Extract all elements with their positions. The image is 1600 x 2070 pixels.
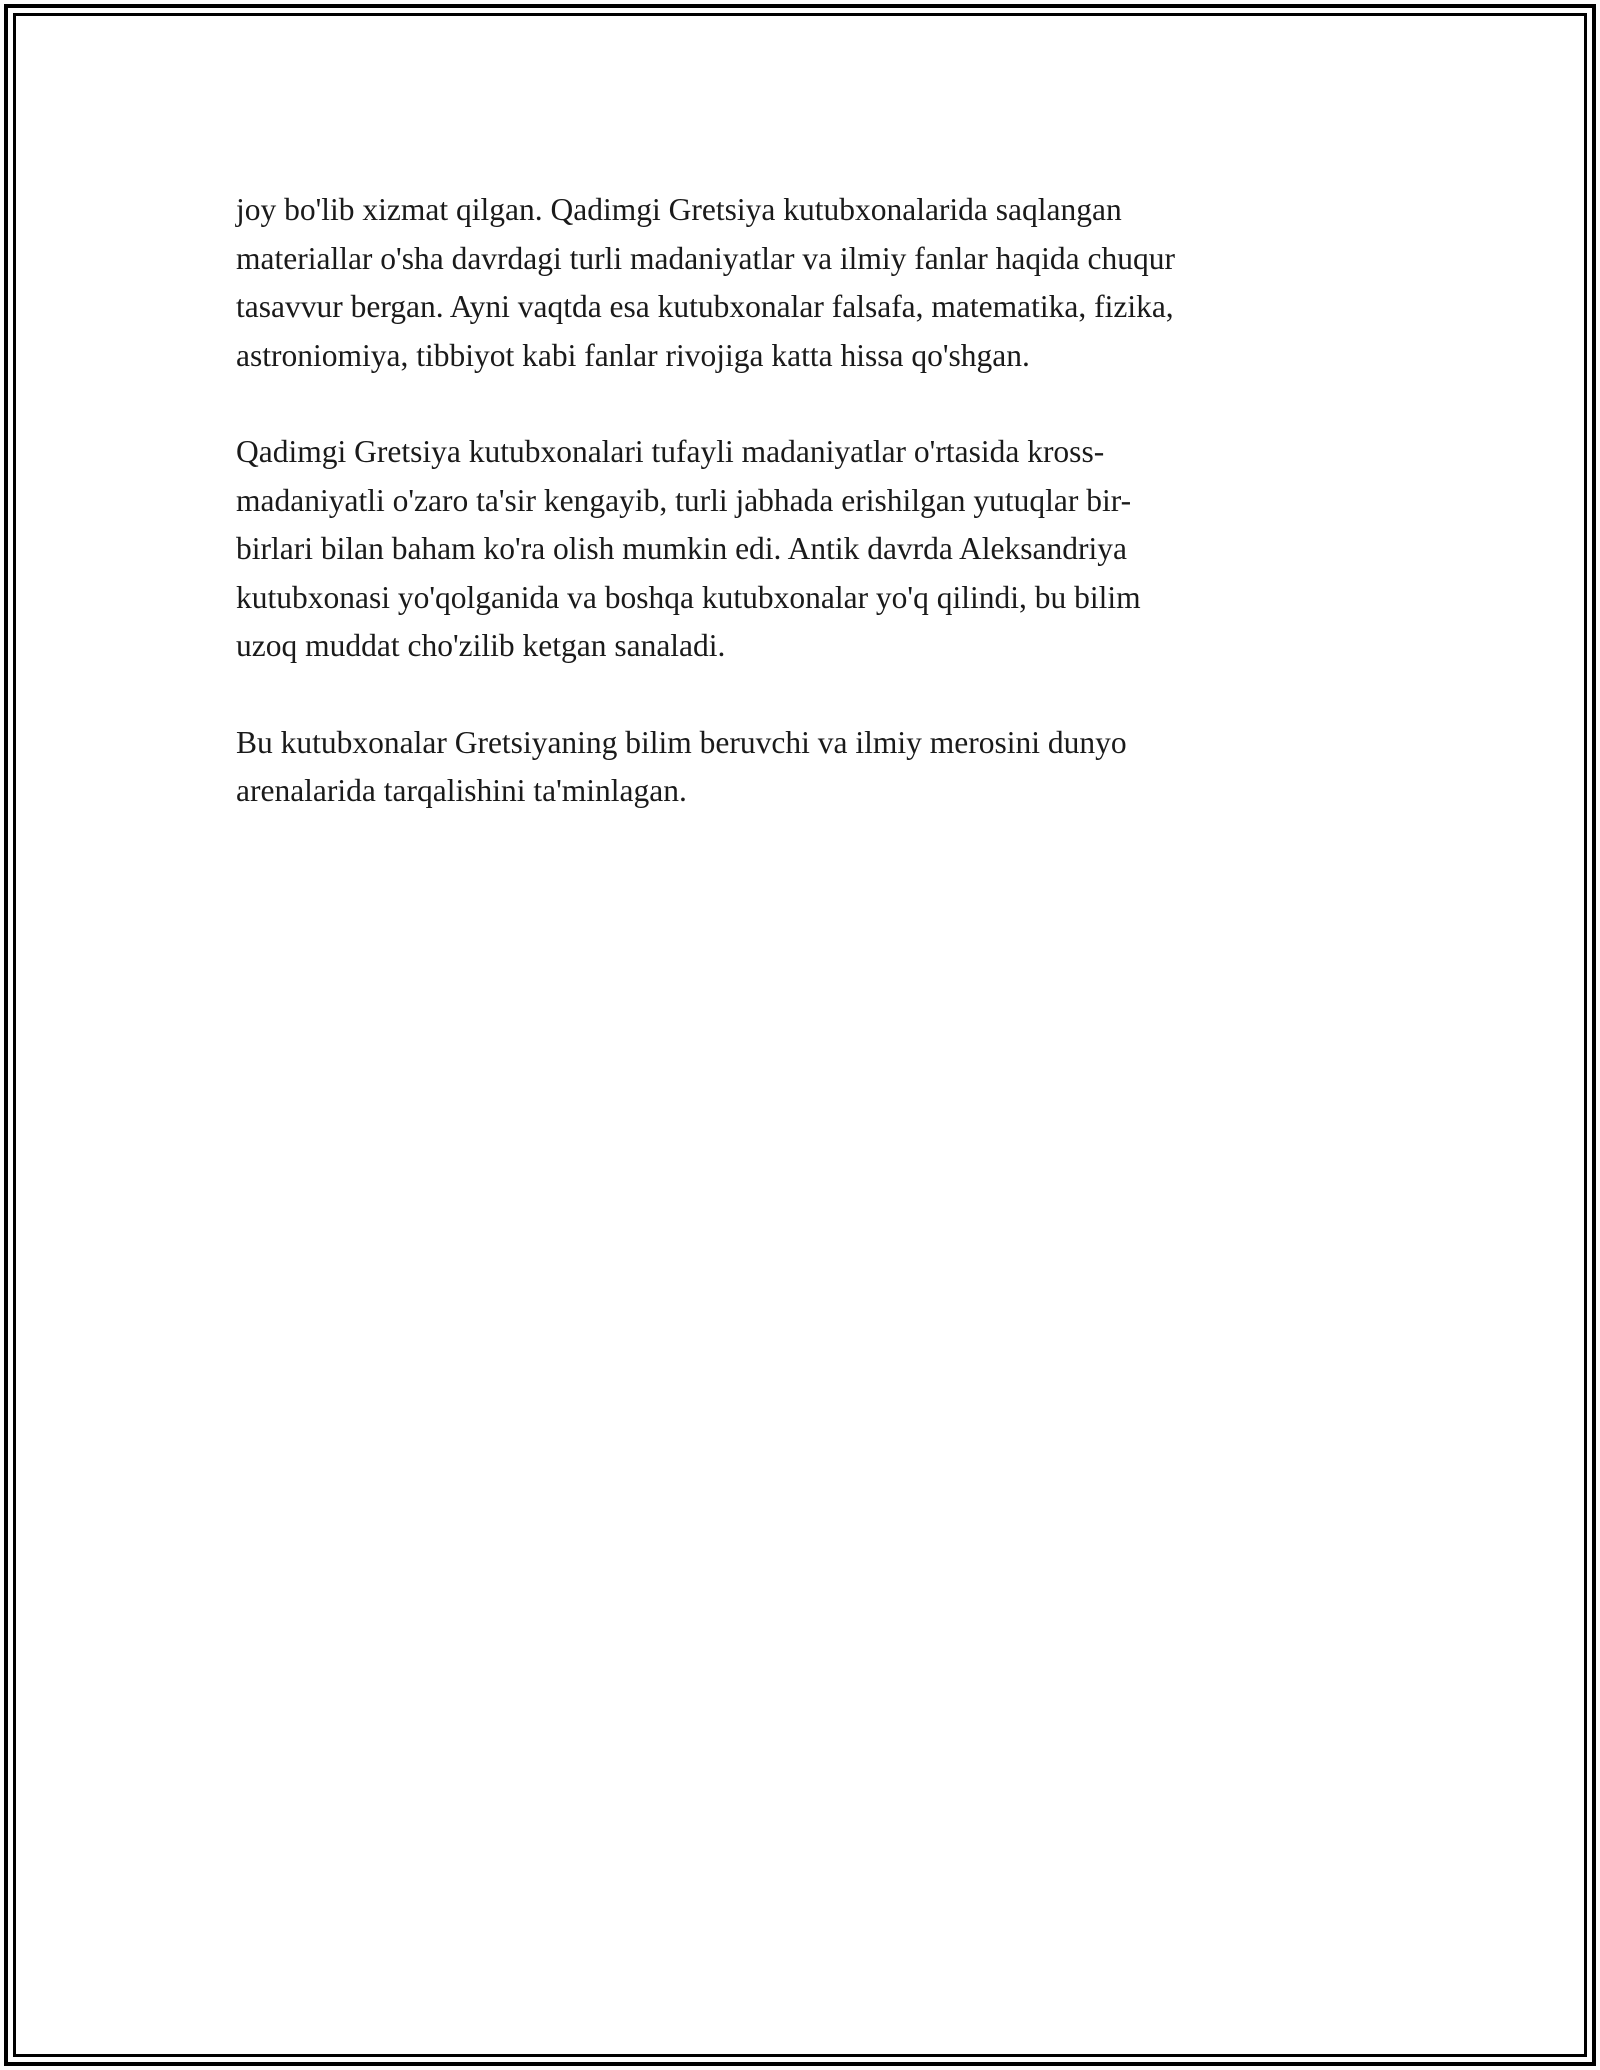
paragraph-3: Bu kutubxonalar Gretsiyaning bilim beruvchi va ilmiy merosini dunyo arenalarida tarqalishini ta'minlagan. xyxy=(236,724,1127,808)
paragraph-1: joy bo'lib xizmat qilgan. Qadimgi Gretsiya kutubxonalarida saqlangan materiallar o'sha davrdagi turli madaniyatlar va ilmiy fanlar haqida chuqur tasavvur bergan. Ayni vaqtda esa kutubxonalar falsafa, matematika, fizika, astroniomiya, tibbiyot kabi fanlar rivojiga katta hissa qo'shgan. xyxy=(236,192,1175,373)
paragraph-2: Qadimgi Gretsiya kutubxonalari tufayli madaniyatlar o'rtasida kross- madaniyatli o'zaro ta'sir kengayib, turli jabhada erishilgan yutuqlar bir- birlari bilan baham ko'ra olish mumkin edi. Antik davrda Aleksandriya kutubxonasi yo'qolganida va boshqa kutubxonalar yo'q qilindi, bu bilim uzoq muddat cho'zilib ketgan sanaladi. xyxy=(236,434,1141,663)
document-body xyxy=(236,186,1336,864)
